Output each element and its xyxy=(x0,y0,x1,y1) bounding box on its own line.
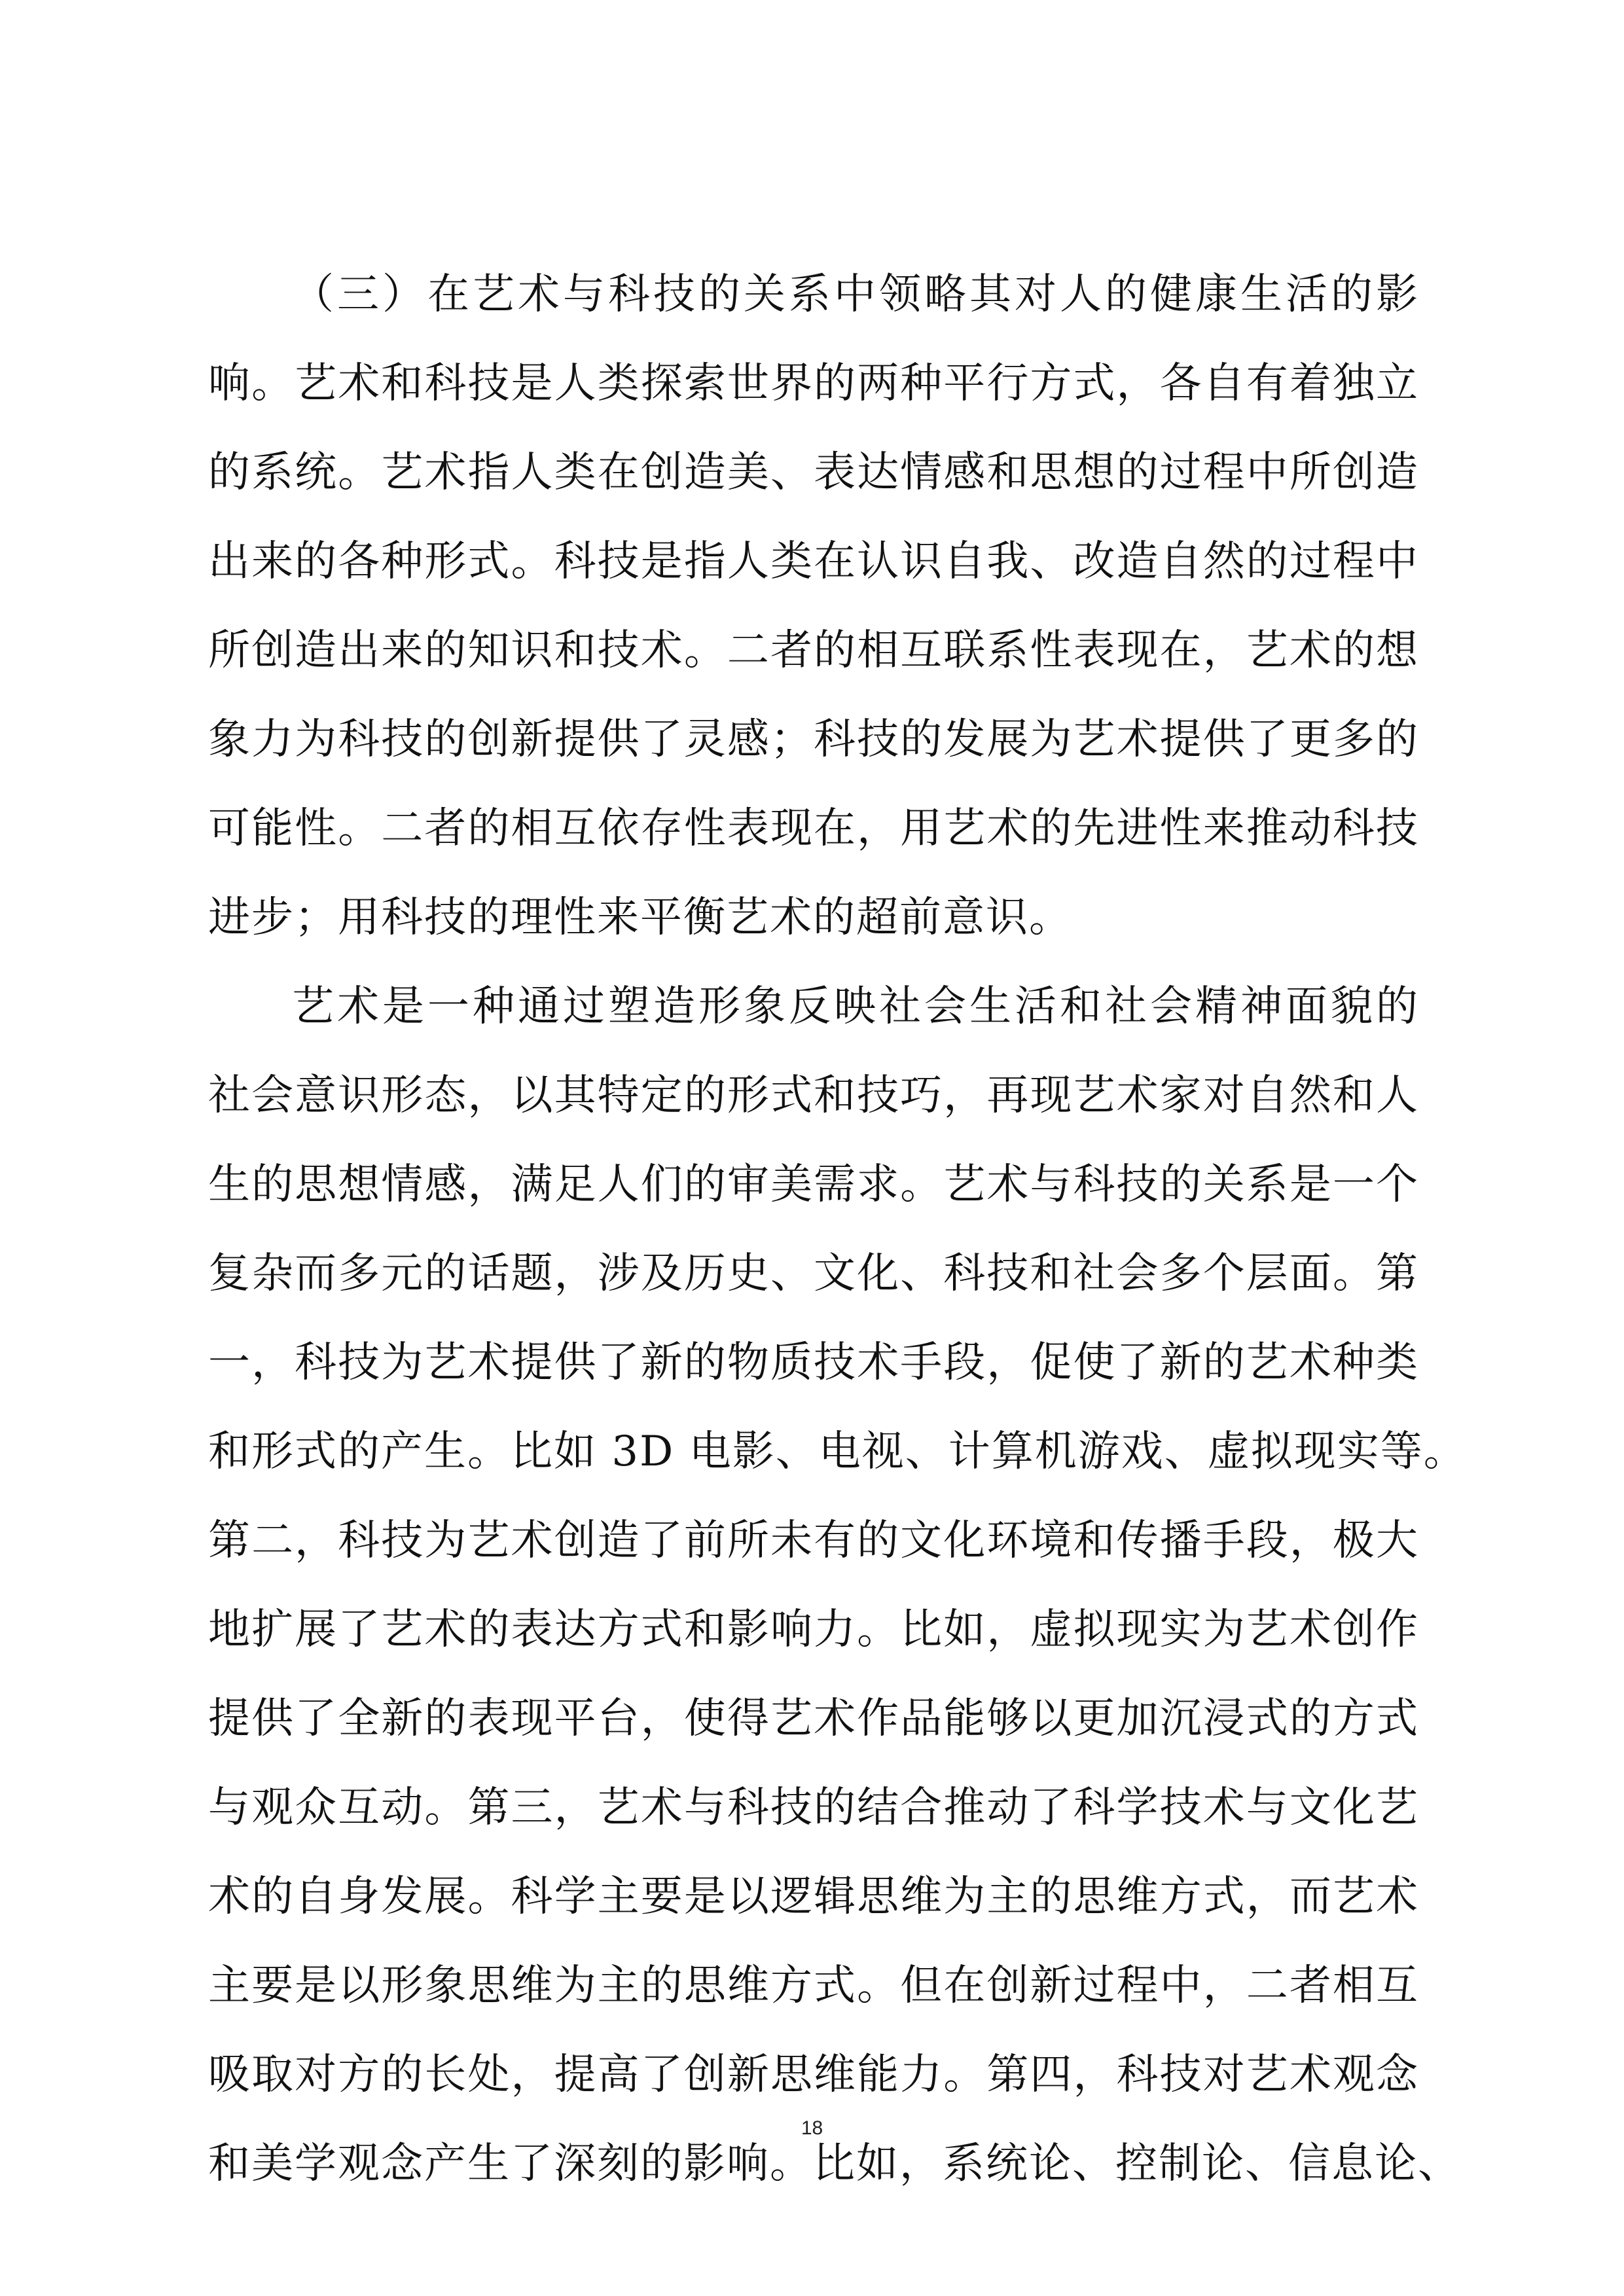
paragraph-2-line-12: 主要是以形象思维为主的思维方式。但在创新过程中，二者相互 xyxy=(208,1962,1419,2010)
paragraph-2-line-6: 和形式的产生。比如 3D 电影、电视、计算机游戏、虚拟现实等。 xyxy=(208,1427,1467,1476)
paragraph-2-line-8: 地扩展了艺术的表达方式和影响力。比如，虚拟现实为艺术创作 xyxy=(208,1605,1419,1654)
body-text xyxy=(208,250,1467,2208)
paragraph-2-line-11: 术的自身发展。科学主要是以逻辑思维为主的思维方式，而艺术 xyxy=(208,1873,1419,1921)
paragraph-2-line-4: 复杂而多元的话题，涉及历史、文化、科技和社会多个层面。第 xyxy=(208,1249,1419,1298)
paragraph-2-line-13: 吸取对方的长处，提高了创新思维能力。第四，科技对艺术观念 xyxy=(208,2051,1419,2099)
paragraph-2-line-2: 社会意识形态，以其特定的形式和技巧，再现艺术家对自然和人 xyxy=(208,1071,1419,1120)
paragraph-2-line-3: 生的思想情感，满足人们的审美需求。艺术与科技的关系是一个 xyxy=(208,1160,1419,1209)
paragraph-2-line-9: 提供了全新的表现平台，使得艺术作品能够以更加沉浸式的方式 xyxy=(208,1695,1419,1743)
paragraph-1-line-7: 可能性。二者的相互依存性表现在，用艺术的先进性来推动科技 xyxy=(208,804,1419,853)
paragraph-2-line-7: 第二，科技为艺术创造了前所未有的文化环境和传播手段，极大 xyxy=(208,1516,1419,1565)
paragraph-1-line-3: 的系统。艺术指人类在创造美、表达情感和思想的过程中所创造 xyxy=(208,448,1419,497)
paragraph-1-line-1: （三）在艺术与科技的关系中领略其对人的健康生活的影 xyxy=(292,270,1419,319)
paragraph-2-line-10: 与观众互动。第三，艺术与科技的结合推动了科学技术与文化艺 xyxy=(208,1784,1419,1832)
paragraph-1-line-4: 出来的各种形式。科技是指人类在认识自我、改造自然的过程中 xyxy=(208,537,1419,586)
paragraph-1-line-5: 所创造出来的知识和技术。二者的相互联系性表现在，艺术的想 xyxy=(208,626,1419,675)
paragraph-1-line-2: 响。艺术和科技是人类探索世界的两种平行方式，各自有着独立 xyxy=(208,359,1419,408)
paragraph-2-line-5: 一，科技为艺术提供了新的物质技术手段，促使了新的艺术种类 xyxy=(208,1338,1419,1387)
paragraph-2-line-14: 和美学观念产生了深刻的影响。比如，系统论、控制论、信息论、 xyxy=(208,2140,1461,2188)
paragraph-1-line-8: 进步；用科技的理性来平衡艺术的超前意识。 xyxy=(208,893,1072,942)
page-number: 18 xyxy=(801,2117,823,2139)
paragraph-2-line-1: 艺术是一种通过塑造形象反映社会生活和社会精神面貌的 xyxy=(292,982,1419,1031)
paragraph-1-line-6: 象力为科技的创新提供了灵感；科技的发展为艺术提供了更多的 xyxy=(208,715,1419,764)
